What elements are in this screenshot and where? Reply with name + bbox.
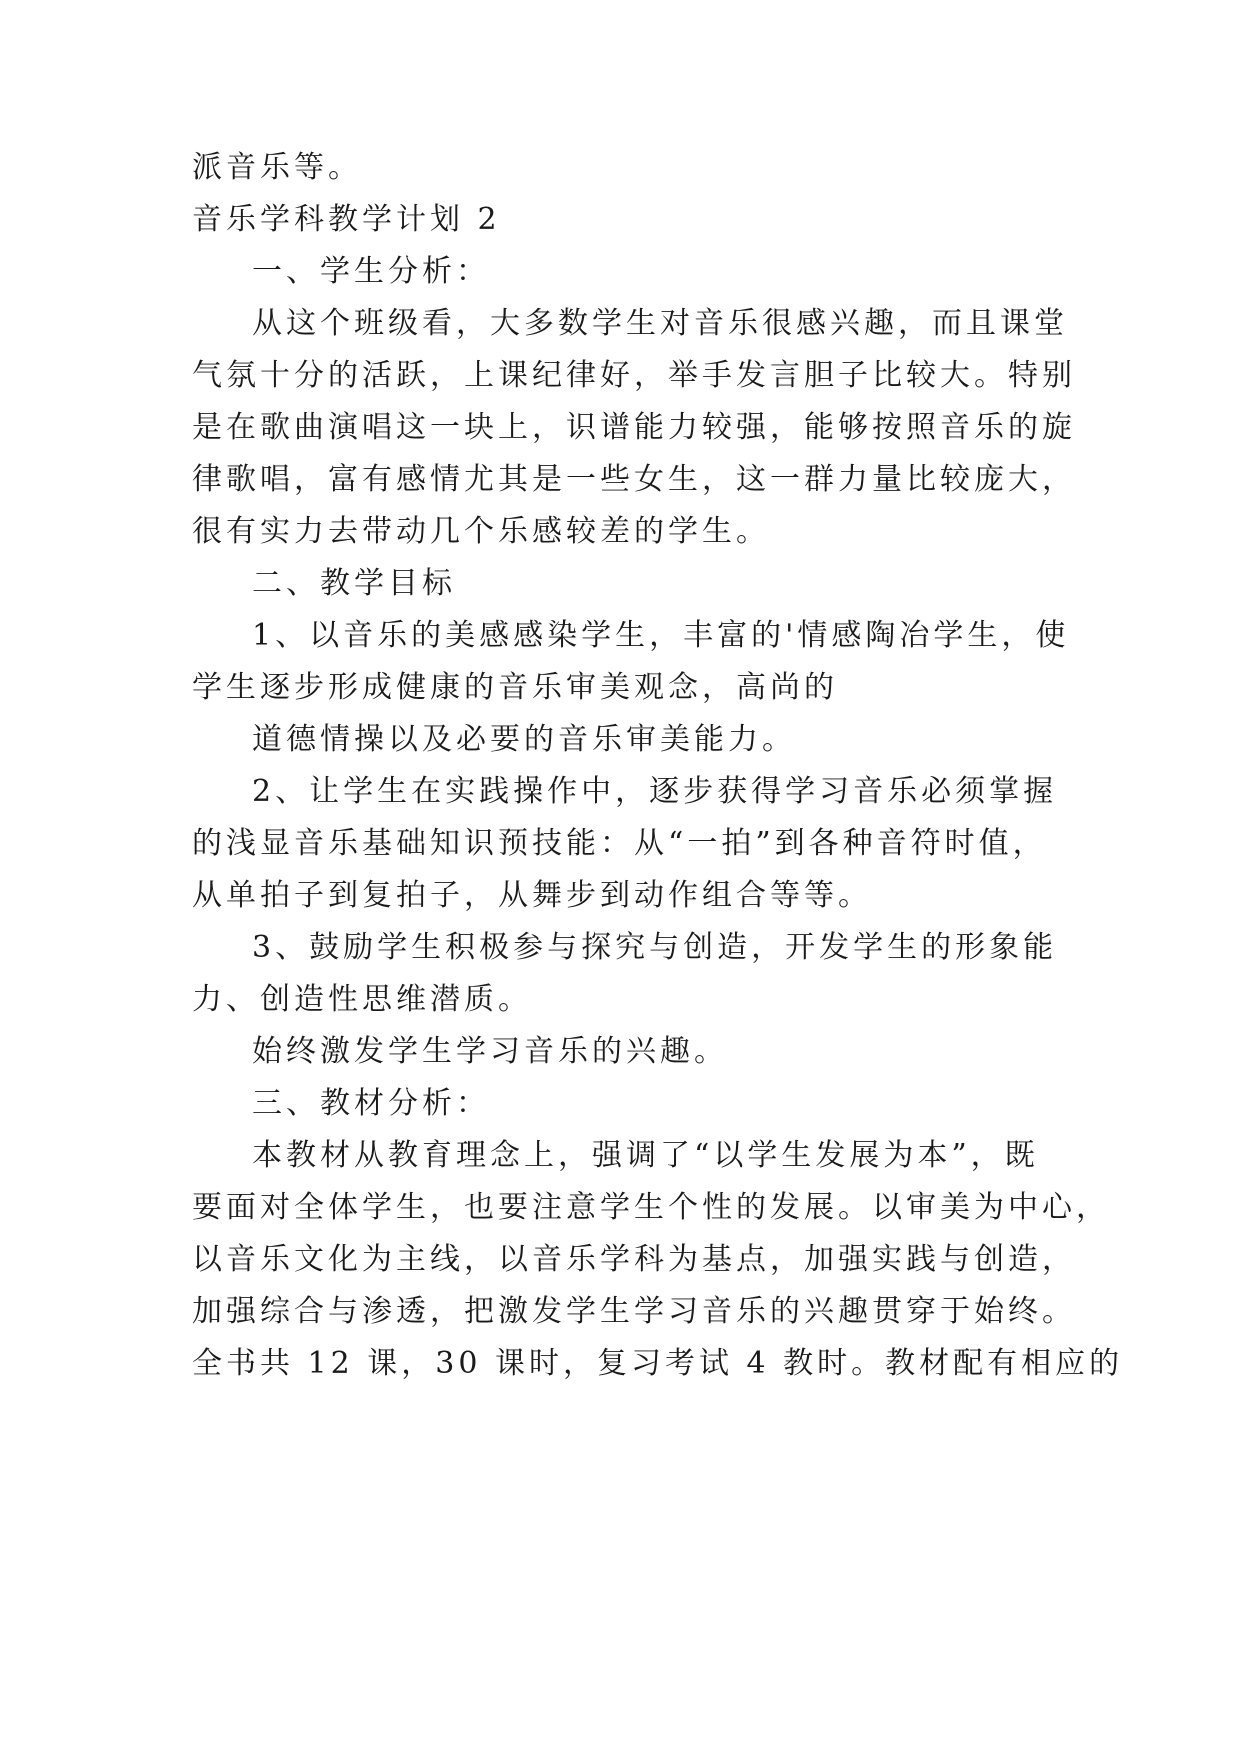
paragraph-line: 的浅显音乐基础知识预技能：从“一拍”到各种音符时值，	[192, 826, 1047, 861]
paragraph-line: 3、鼓励学生积极参与探究与创造，开发学生的形象能	[252, 930, 1058, 965]
paragraph-line: 1、以音乐的美感感染学生，丰富的'情感陶冶学生，使	[252, 618, 1070, 653]
text-line: 派音乐等。	[192, 150, 362, 185]
paragraph-line: 道德情操以及必要的音乐审美能力。	[252, 722, 796, 757]
paragraph-line: 气氛十分的活跃，上课纪律好，举手发言胆子比较大。特别	[192, 358, 1076, 393]
paragraph-line: 本教材从教育理念上，强调了“以学生发展为本”，既	[252, 1138, 1039, 1173]
paragraph-line: 律歌唱，富有感情尤其是一些女生，这一群力量比较庞大，	[192, 462, 1076, 497]
subsection-heading: 三、教材分析：	[252, 1086, 490, 1121]
paragraph-line: 2、让学生在实践操作中，逐步获得学习音乐必须掌握	[252, 774, 1058, 809]
paragraph-line: 从单拍子到复拍子，从舞步到动作组合等等。	[192, 878, 872, 913]
paragraph-line: 始终激发学生学习音乐的兴趣。	[252, 1034, 728, 1069]
subsection-heading: 一、学生分析：	[252, 254, 490, 289]
paragraph-line: 力、创造性思维潜质。	[192, 982, 532, 1017]
paragraph-line: 很有实力去带动几个乐感较差的学生。	[192, 514, 770, 549]
paragraph-line: 学生逐步形成健康的音乐审美观念，高尚的	[192, 670, 838, 705]
paragraph-line: 要面对全体学生，也要注意学生个性的发展。以审美为中心，	[192, 1190, 1110, 1225]
section-heading: 音乐学科教学计划 2	[192, 202, 501, 237]
paragraph-line: 从这个班级看，大多数学生对音乐很感兴趣，而且课堂	[252, 306, 1068, 341]
paragraph-line: 加强综合与渗透，把激发学生学习音乐的兴趣贯穿于始终。	[192, 1294, 1076, 1329]
subsection-heading: 二、教学目标	[252, 566, 456, 601]
paragraph-line: 全书共 12 课，30 课时，复习考试 4 教时。教材配有相应的	[192, 1346, 1124, 1381]
paragraph-line: 是在歌曲演唱这一块上，识谱能力较强，能够按照音乐的旋	[192, 410, 1076, 445]
paragraph-line: 以音乐文化为主线，以音乐学科为基点，加强实践与创造，	[192, 1242, 1076, 1277]
